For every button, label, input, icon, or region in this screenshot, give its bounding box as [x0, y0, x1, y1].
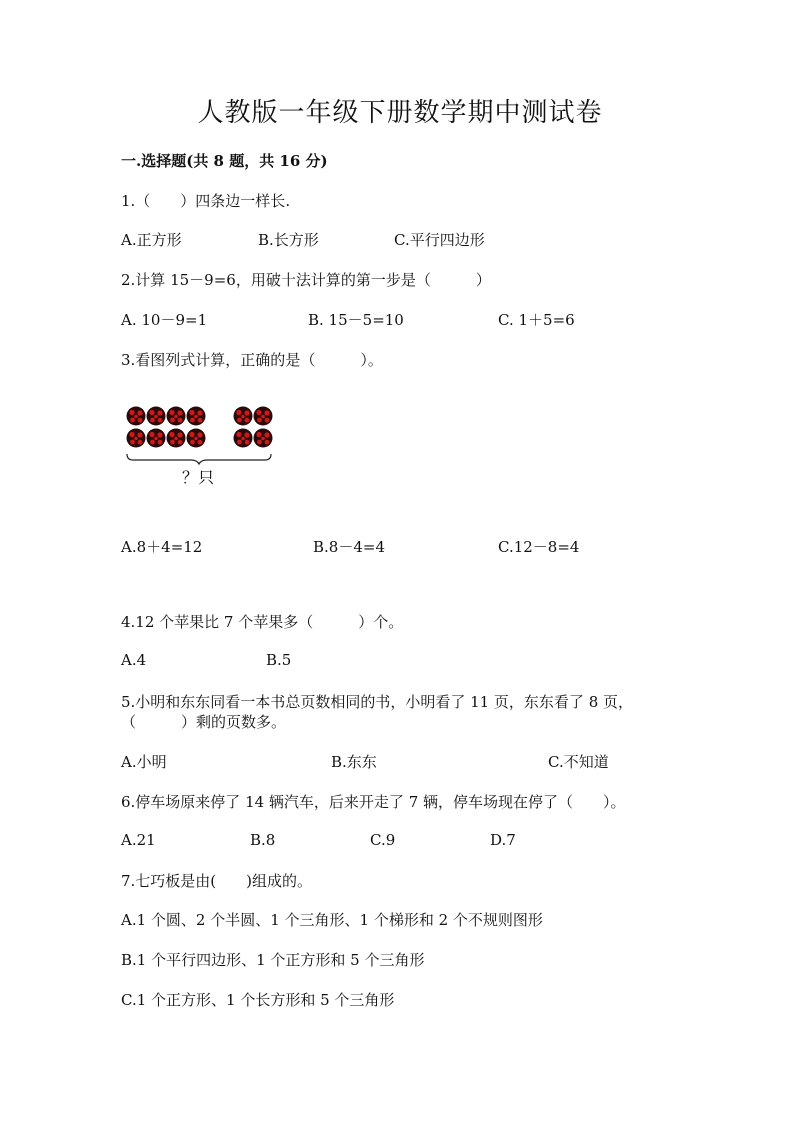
question-4-stem: 4.12 个苹果比 7 个苹果多（ ）个。: [121, 613, 404, 631]
figure-label: ？只: [182, 468, 215, 487]
question-7-option-b[interactable]: B.1 个平行四边形、1 个正方形和 5 个三角形: [121, 951, 425, 969]
ladybug-icon: [167, 407, 186, 426]
ladybug-icon: [187, 407, 206, 426]
question-5-stem-line1: 5.小明和东东同看一本书总页数相同的书，小明看了 11 页，东东看了 8 页，: [121, 693, 634, 711]
question-1-option-c[interactable]: C.平行四边形: [394, 231, 485, 249]
ladybug-icon: [147, 429, 166, 448]
question-1-option-a[interactable]: A.正方形: [121, 231, 182, 249]
question-4-option-b[interactable]: B.5: [266, 651, 292, 669]
question-7-option-c[interactable]: C.1 个正方形、1 个长方形和 5 个三角形: [121, 991, 395, 1009]
ladybug-icon: [147, 407, 166, 426]
question-2-option-b[interactable]: B. 15－5=10: [308, 311, 404, 329]
question-7-option-a[interactable]: A.1 个圆、2 个半圆、1 个三角形、1 个梯形和 2 个不规则图形: [121, 911, 543, 929]
question-6-option-c[interactable]: C.9: [370, 831, 396, 849]
question-3-stem: 3.看图列式计算，正确的是（ ）。: [121, 351, 383, 369]
ladybug-group-right: [234, 407, 273, 448]
ladybug-group-left: [127, 407, 206, 448]
ladybug-icon: [127, 429, 146, 448]
ladybug-figure: [121, 400, 281, 495]
question-3-option-a[interactable]: A.8＋4=12: [121, 538, 203, 556]
question-5-stem-line2: （ ）剩的页数多。: [121, 713, 287, 731]
question-5-option-b[interactable]: B.东东: [331, 753, 377, 771]
question-2-stem: 2.计算 15－9=6，用破十法计算的第一步是（ ）: [121, 271, 491, 289]
question-1-option-b[interactable]: B.长方形: [258, 231, 319, 249]
question-2-option-a[interactable]: A. 10－9=1: [121, 311, 208, 329]
ladybug-icon: [127, 407, 146, 426]
page-title: 人教版一年级下册数学期中测试卷: [197, 98, 603, 128]
question-6-stem: 6.停车场原来停了 14 辆汽车，后来开走了 7 辆，停车场现在停了（ ）。: [121, 793, 626, 811]
question-1-stem: 1.（ ）四条边一样长.: [121, 192, 291, 210]
question-4-option-a[interactable]: A.4: [121, 651, 147, 669]
ladybug-icon: [234, 429, 253, 448]
ladybug-icon: [187, 429, 206, 448]
question-5-option-a[interactable]: A.小明: [121, 753, 167, 771]
ladybug-icon: [234, 407, 253, 426]
question-5-option-c[interactable]: C.不知道: [548, 753, 609, 771]
question-6-option-a[interactable]: A.21: [121, 831, 156, 849]
ladybug-svg: [121, 400, 281, 495]
ladybug-icon: [167, 429, 186, 448]
section-heading: 一.选择题(共 8 题，共 16 分): [121, 152, 328, 170]
question-3-option-c[interactable]: C.12－8=4: [498, 538, 580, 556]
question-6-option-d[interactable]: D.7: [490, 831, 516, 849]
brace-shape: [127, 454, 271, 464]
ladybug-icon: [254, 407, 273, 426]
ladybug-icon: [254, 429, 273, 448]
question-2-option-c[interactable]: C. 1＋5=6: [498, 311, 575, 329]
question-3-option-b[interactable]: B.8－4=4: [313, 538, 385, 556]
question-7-stem: 7.七巧板是由( )组成的。: [121, 872, 313, 890]
question-6-option-b[interactable]: B.8: [250, 831, 276, 849]
